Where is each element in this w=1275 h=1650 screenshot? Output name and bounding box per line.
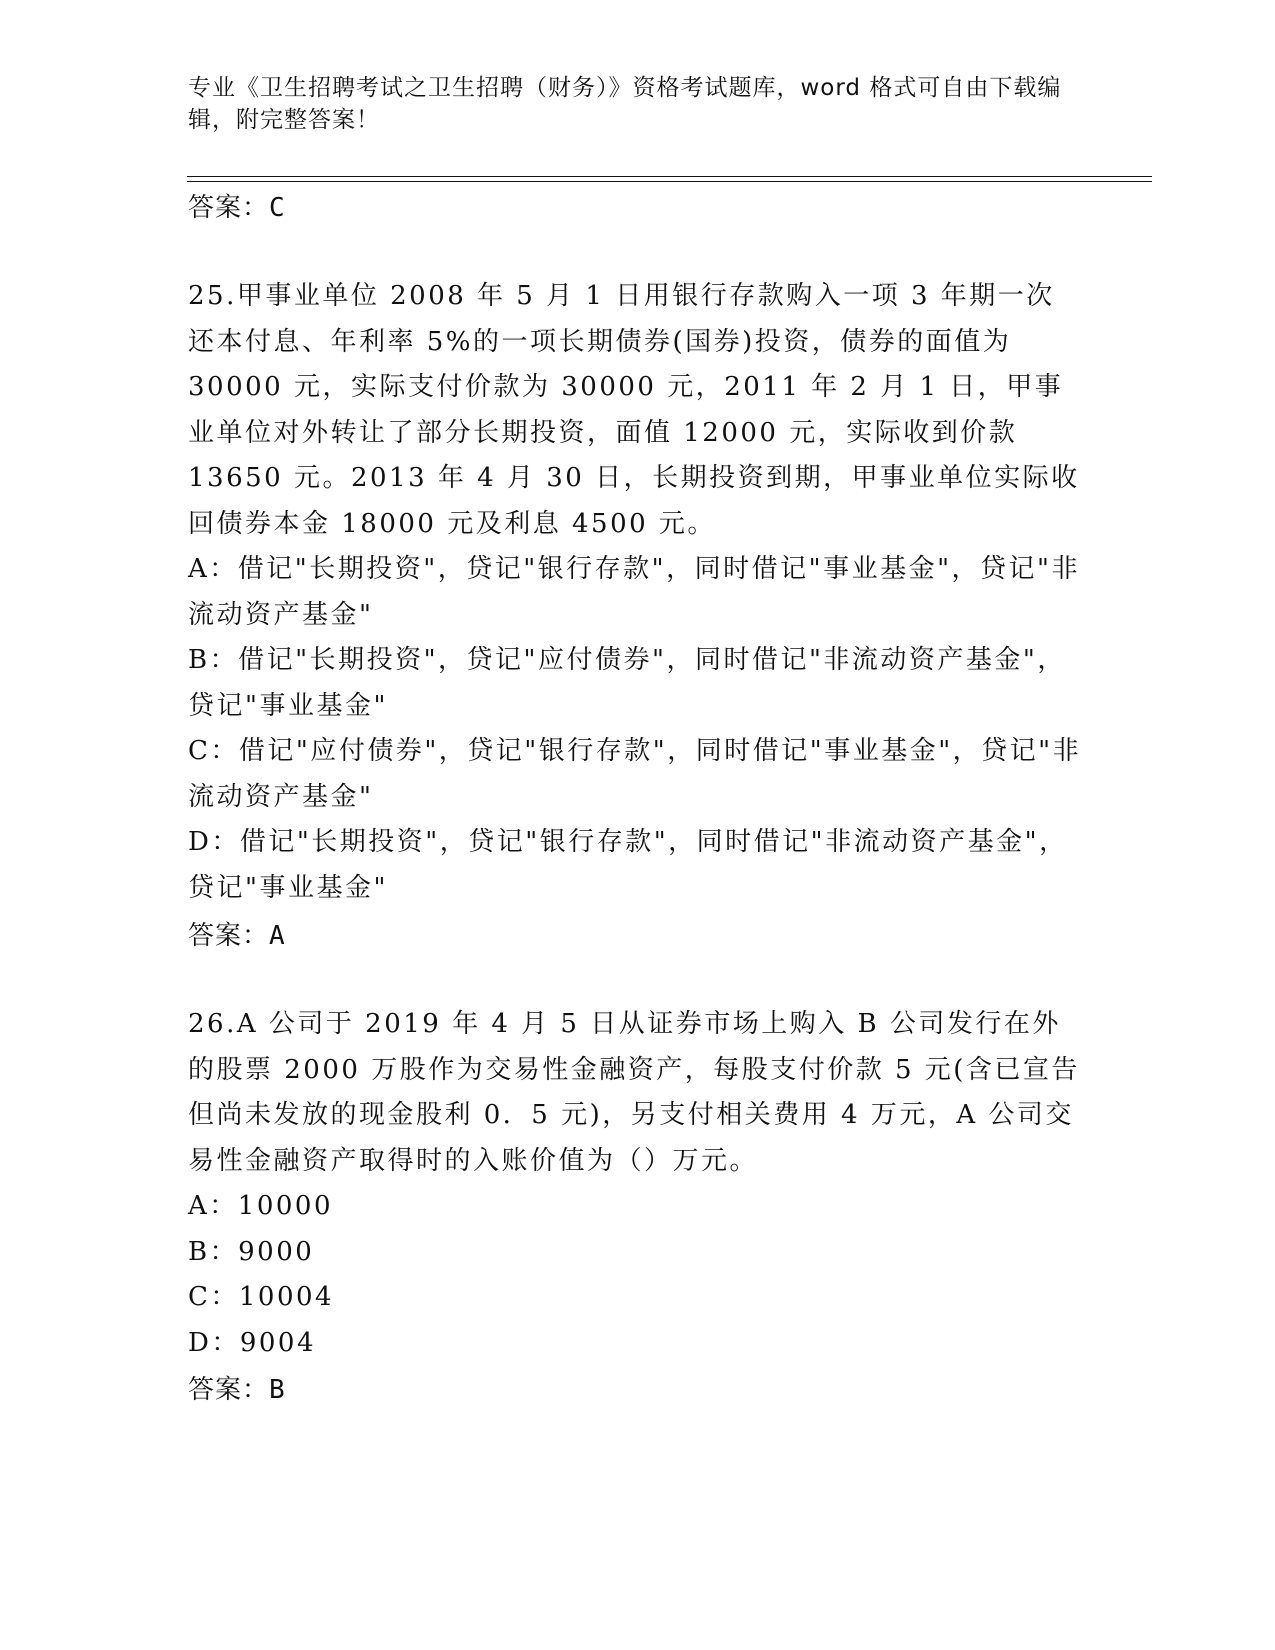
header-rule-bottom — [187, 181, 1152, 182]
page-header: 专业《卫生招聘考试之卫生招聘（财务）》资格考试题库，word 格式可自由下载编辑，附完整答案！ — [188, 75, 1062, 133]
option-a: A：10000 — [188, 1191, 333, 1221]
answer-label: 答案： — [188, 1375, 270, 1405]
question-26-answer — [188, 1372, 286, 1408]
option-d: D：9004 — [188, 1327, 317, 1358]
option-c: C：借记"应付债券"，贷记"银行存款"，同时借记"事业基金"，贷记"非流动资产基金" — [188, 736, 1082, 812]
answer-label: 答案： — [188, 921, 270, 951]
question-stem: 26.A 公司于 2019 年 4 月 5 日从证券市场上购入 B 公司发行在外的股票 2000 万股作为交易性金融资产，每股支付价款 5 元(含已宣告但尚未发放的现金股利 0．5 元)，另支付相关费用 4 万元，A 公司交易性金融资产取得时的入账价值为（）万元。 — [188, 1009, 1080, 1176]
previous-answer — [188, 190, 286, 226]
option-b: B：9000 — [188, 1236, 315, 1267]
option-c: C：10004 — [188, 1282, 335, 1312]
answer-value: A — [269, 921, 286, 951]
answer-value: C — [269, 193, 286, 223]
question-25-answer — [188, 918, 286, 954]
option-b: B：借记"长期投资"，贷记"应付债券"，同时借记"非流动资产基金"，贷记"事业基金" — [188, 645, 1066, 721]
option-a: A：借记"长期投资"，贷记"银行存款"，同时借记"事业基金"，贷记"非流动资产基金" — [188, 554, 1080, 630]
header-rule-top — [187, 176, 1152, 177]
question-25 — [188, 274, 1083, 911]
answer-value: B — [269, 1375, 286, 1405]
answer-label: 答案： — [188, 193, 270, 223]
question-stem: 25.甲事业单位 2008 年 5 月 1 日用银行存款购入一项 3 年期一次还本付息、年利率 5%的一项长期债券(国券)投资，债券的面值为 30000 元，实际支付价款为 30000 元，2011 年 2 月 1 日，甲事业单位对外转让了部分长期投资，面值 12000 元，实际收到价款 13650 元。2013 年 4 月 30 日，长期投资到期，甲事业单位实际收回债券本金 18000 元及利息 4500 元。 — [188, 281, 1080, 539]
option-d: D：借记"长期投资"，贷记"银行存款"，同时借记"非流动资产基金"，贷记"事业基金" — [188, 827, 1068, 903]
question-26 — [188, 1002, 1083, 1366]
